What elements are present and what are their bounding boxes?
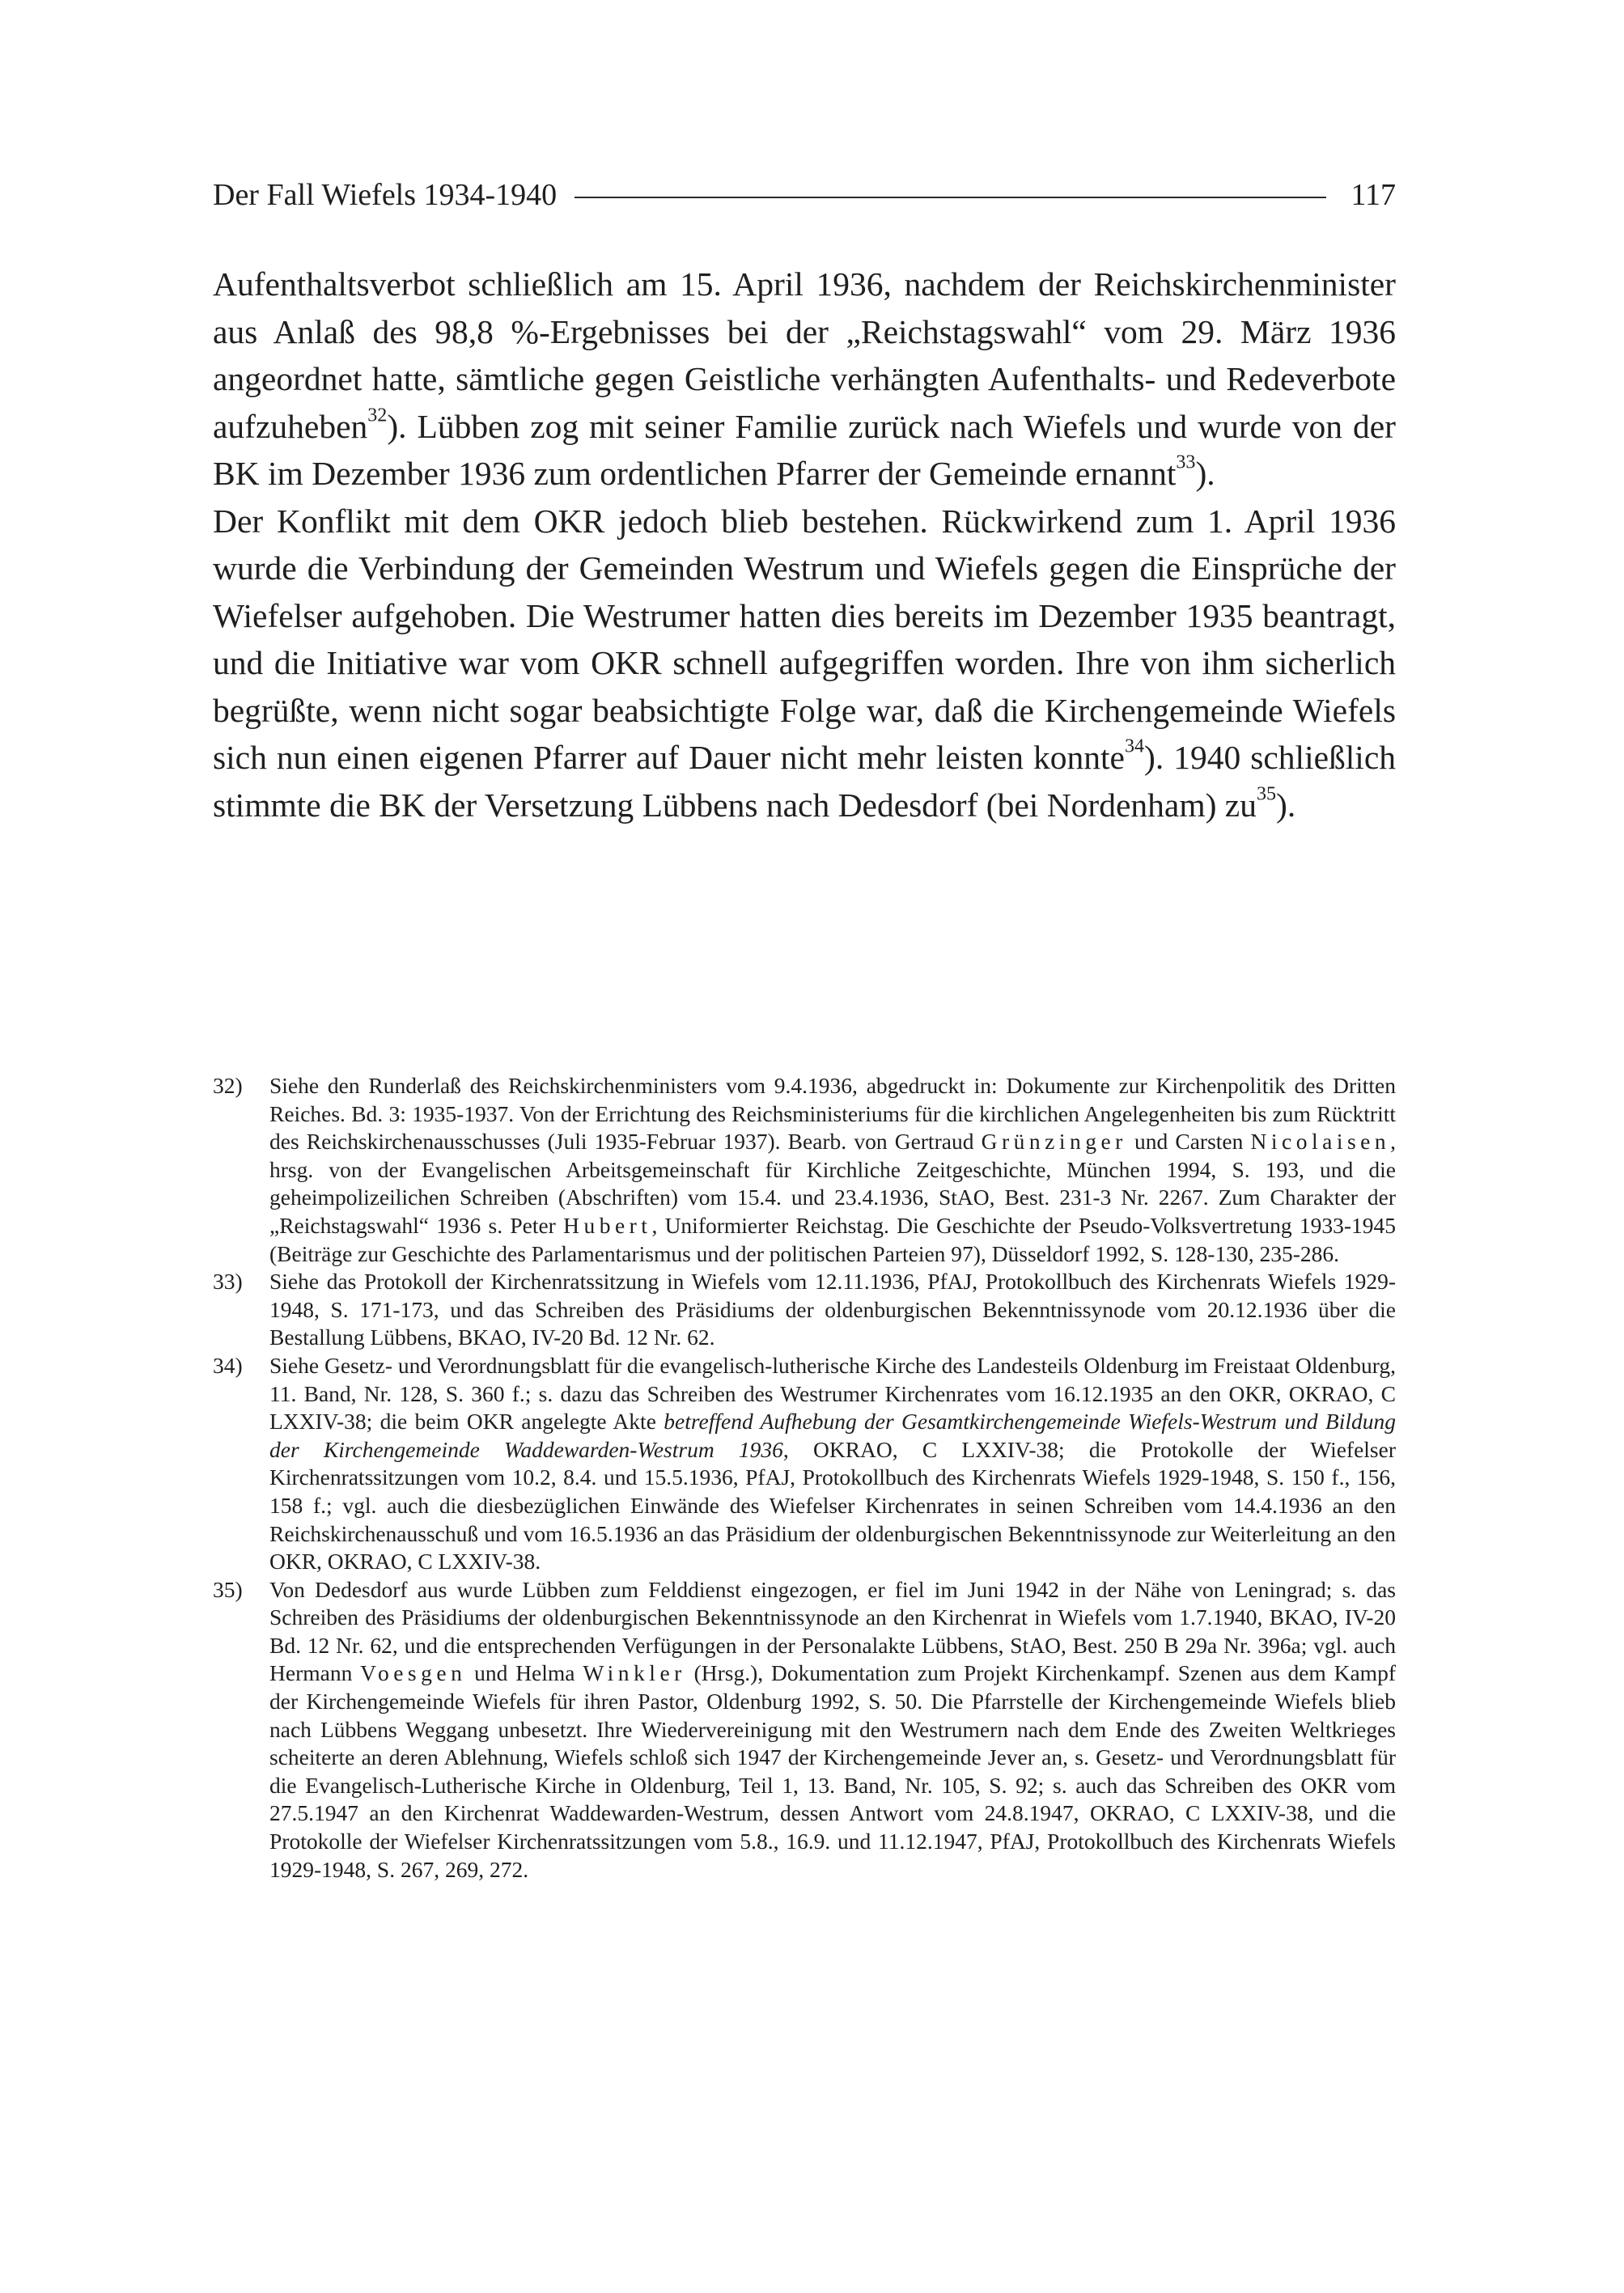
footnote-32: [213, 1072, 1396, 1268]
footnote-ref: 33: [1176, 451, 1196, 473]
footnote-number: 33): [213, 1269, 243, 1295]
running-header: [213, 176, 1396, 214]
text-run: Der Konflikt mit dem OKR jedoch blieb bestehen. Rückwirkend zum 1. April 1936 wurde die Verbindung der Gemeinden Westrum und Wiefels gegen die Einsprüche der Wiefelser aufgehoben. Die Westrumer hatten dies bereits im Dezember 1935 beantragt, und die Initiative war vom OKR schnell aufgegriffen worden. Ihre von ihm sicherlich begrüßte, wenn nicht sogar beabsichtigte Folge war, daß die Kirchengemeinde Wiefels sich nun einen eigenen Pfarrer auf Dauer nicht mehr leisten konnte: [213, 502, 1396, 776]
footnote-33: [213, 1268, 1396, 1352]
running-title: Der Fall Wiefels 1934-1940: [213, 178, 558, 212]
author-name: Grünzinger: [981, 1129, 1127, 1155]
footnote-number: 35): [213, 1576, 243, 1602]
header-rule: [575, 197, 1326, 198]
text-run: ).: [1195, 455, 1215, 492]
author-name: Nicolaisen: [1250, 1129, 1391, 1155]
footnote-ref: 34: [1124, 735, 1145, 757]
paragraph: [213, 261, 1396, 498]
footnotes: [213, 1072, 1396, 1884]
footnote-ref: 32: [367, 405, 388, 426]
author-name: Voesgen: [360, 1660, 467, 1686]
text-run: ).: [1276, 786, 1296, 824]
document-title: betreffend Aufhebung der Gesamtkirchengemeinde Wiefels-Westrum und Bildung der Kirchengemeinde Waddewarden-Westrum 1936: [269, 1409, 1396, 1462]
main-text: [213, 261, 1396, 829]
text-run: Aufenthaltsverbot schließlich am 15. April 1936, nachdem der Reichskirchenminister aus Anlaß des 98,8 %-Ergebnisses bei der „Reichstagswahl“ vom 29. März 1936 angeordnet hatte, sämtliche gegen Geistliche verhängten Aufenthalts- und Redeverbote aufzuheben: [213, 265, 1396, 445]
footnote-ref: 35: [1256, 783, 1277, 805]
author-name: Hubert: [563, 1212, 652, 1238]
page-number: 117: [1351, 178, 1396, 212]
footnote-text: Siehe Gesetz- und Verordnungsblatt für die evangelisch-lutherische Kirche des Landesteils Oldenburg im Freistaat Oldenburg, 11. Band, Nr. 128, S. 360 f.; s. dazu das Schreiben des Westrumer Kirchenrates vom 16.12.1935 an den OKR, OKRAO, C LXXIV-38; die beim OKR angelegte Akte betreffend Aufhebung der Gesamtkirchengemeinde Wiefels-Westrum und Bildung der Kirchengemeinde Waddewarden-Westrum 1936, OKRAO, C LXXIV-38; die Protokolle der Wiefelser Kirchenratssitzungen vom 10.2, 8.4. und 15.5.1936, PfAJ, Protokollbuch des Kirchenrats Wiefels 1929-1948, S. 150 f., 156, 158 f.; vgl. auch die diesbezüglichen Einwände des Wiefelser Kirchenrates in seinen Schreiben vom 14.4.1936 an den Reichskirchenausschuß und vom 16.5.1936 an das Präsidium der oldenburgischen Bekenntnissynode zur Weiterleitung an den OKR, OKRAO, C LXXIV-38.: [269, 1352, 1396, 1575]
text-run: ). 1940 schließlich stimmte die BK der Versetzung Lübbens nach Dedesdorf (bei Nordenham) zu: [213, 739, 1396, 824]
author-name: Winkler: [583, 1660, 686, 1686]
footnote-text: Siehe das Protokoll der Kirchenratssitzung in Wiefels vom 12.11.1936, PfAJ, Protokollbuch des Kirchenrats Wiefels 1929-1948, S. 171-173, und das Schreiben des Präsidiums der oldenburgischen Bekenntnissynode vom 20.12.1936 über die Bestallung Lübbens, BKAO, IV-20 Bd. 12 Nr. 62.: [269, 1269, 1396, 1350]
footnote-34: [213, 1352, 1396, 1576]
text-run: ). Lübben zog mit seiner Familie zurück nach Wiefels und wurde von der BK im Dezember 1936 zum ordentlichen Pfarrer der Gemeinde ernannt: [213, 407, 1396, 492]
footnote-number: 34): [213, 1352, 243, 1378]
footnote-text: Siehe den Runderlaß des Reichskirchenministers vom 9.4.1936, abgedruckt in: Dokumente zur Kirchenpolitik des Dritten Reiches. Bd. 3: 1935-1937. Von der Errichtung des Reichsministeriums für die kirchlichen Angelegenheiten bis zum Rücktritt des Reichskirchenausschusses (Juli 1935-Februar 1937). Bearb. von Gertraud Grünzinger und Carsten Nicolaisen, hrsg. von der Evangelischen Arbeitsgemeinschaft für Kirchliche Zeitgeschichte, München 1994, S. 193, und die geheimpolizeilichen Schreiben (Abschriften) vom 15.4. und 23.4.1936, StAO, Best. 231-3 Nr. 2267. Zum Charakter der „Reichstagswahl“ 1936 s. Peter Hubert, Uniformierter Reichstag. Die Geschichte der Pseudo-Volksvertretung 1933-1945 (Beiträge zur Geschichte des Parlamentarismus und der politischen Parteien 97), Düsseldorf 1992, S. 128-130, 235-286.: [269, 1073, 1396, 1266]
paragraph: [213, 498, 1396, 829]
footnote-text: Von Dedesdorf aus wurde Lübben zum Felddienst eingezogen, er fiel im Juni 1942 in der Nähe von Leningrad; s. das Schreiben des Präsidiums der oldenburgischen Bekenntnissynode an den Kirchenrat in Wiefels vom 1.7.1940, BKAO, IV-20 Bd. 12 Nr. 62, und die entsprechenden Verfügungen in der Personalakte Lübbens, StAO, Best. 250 B 29a Nr. 396a; vgl. auch Hermann Voesgen und Helma Winkler (Hrsg.), Dokumentation zum Projekt Kirchenkampf. Szenen aus dem Kampf der Kirchengemeinde Wiefels für ihren Pastor, Oldenburg 1992, S. 50. Die Pfarrstelle der Kirchengemeinde Wiefels blieb nach Lübbens Weggang unbesetzt. Ihre Wiedervereinigung mit den Westrumern nach dem Ende des Zweiten Weltkrieges scheiterte an deren Ablehnung, Wiefels schloß sich 1947 der Kirchengemeinde Jever an, s. Gesetz- und Verordnungsblatt für die Evangelisch-Lutherische Kirche in Oldenburg, Teil 1, 13. Band, Nr. 105, S. 92; s. auch das Schreiben des OKR vom 27.5.1947 an den Kirchenrat Waddewarden-Westrum, dessen Antwort vom 24.8.1947, OKRAO, C LXXIV-38, und die Protokolle der Wiefelser Kirchenratssitzungen vom 5.8., 16.9. und 11.12.1947, PfAJ, Protokollbuch des Kirchenrats Wiefels 1929-1948, S. 267, 269, 272.: [269, 1576, 1396, 1882]
footnote-35: [213, 1576, 1396, 1884]
footnote-number: 32): [213, 1073, 243, 1098]
